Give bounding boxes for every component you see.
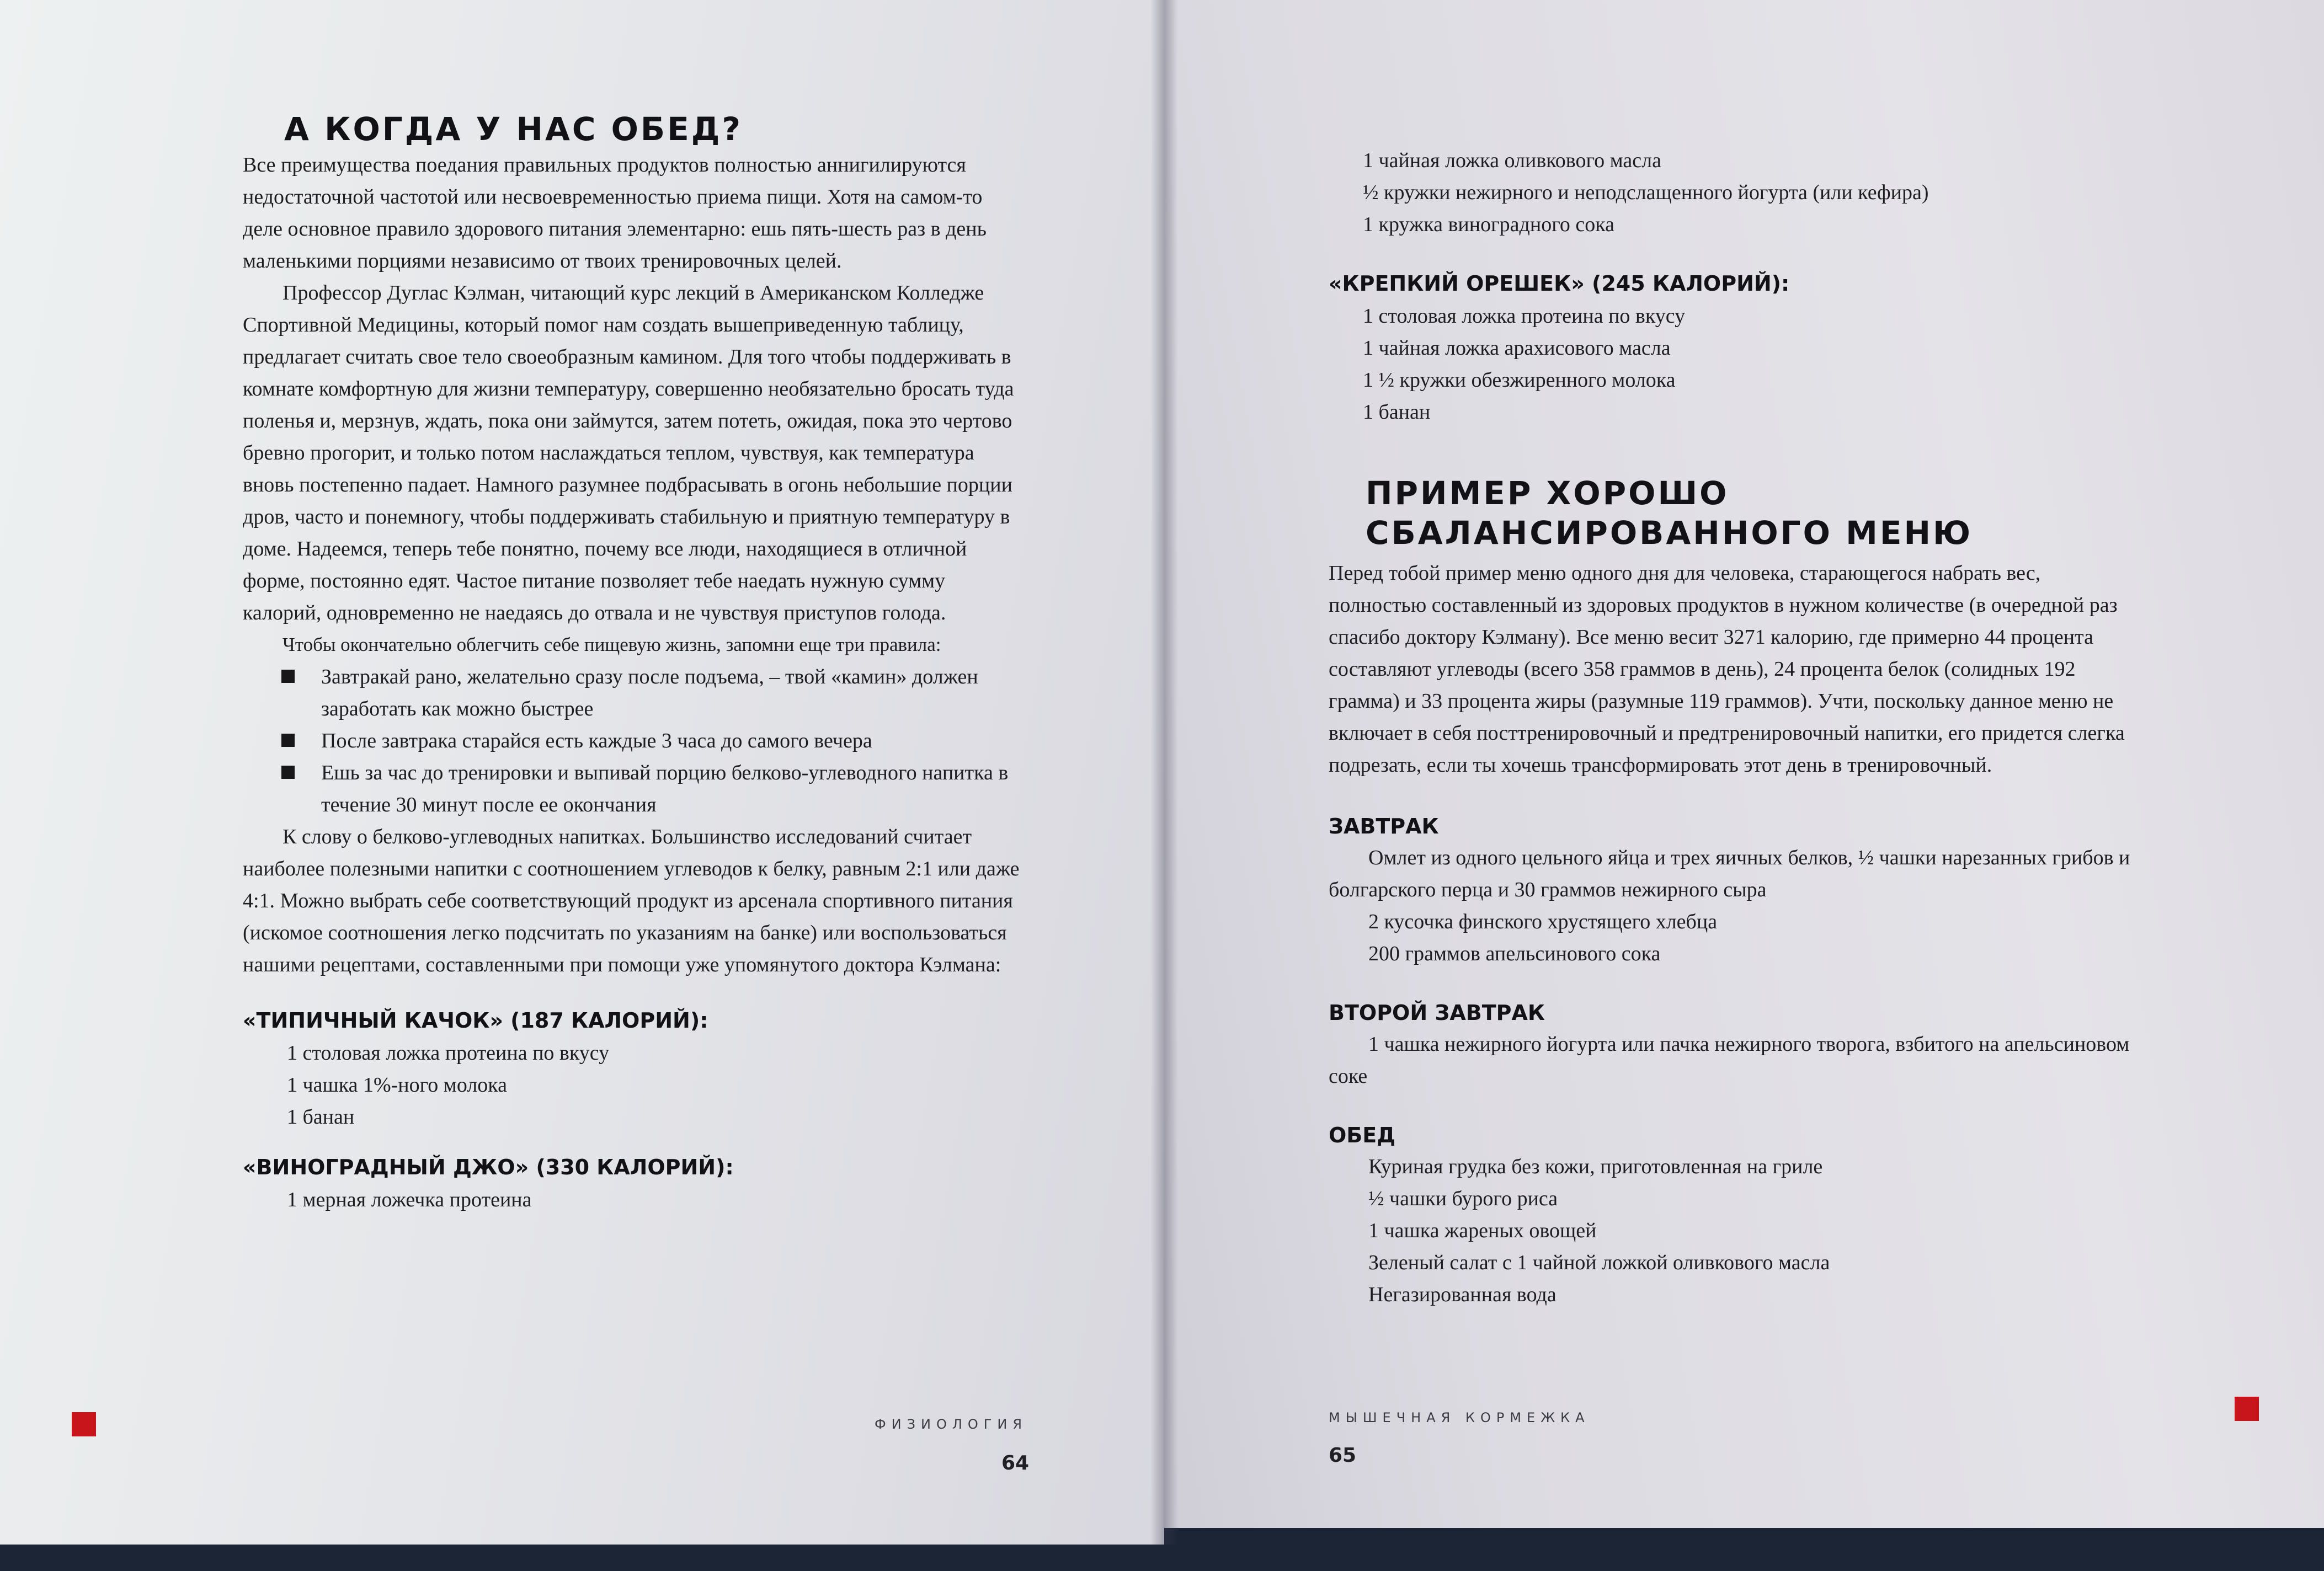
ingredient: 1 чайная ложка оливкового масла [1363, 149, 1661, 172]
meal-title-lunch: ОБЕД [1329, 1123, 1396, 1147]
section-label-left: ФИЗИОЛОГИЯ [875, 1417, 1028, 1432]
right-page [1164, 0, 2324, 1528]
second-breakfast-lead: 1 чашка нежирного йогурта или пачка нежирного творога, взбитого на апельсиновом соке [1329, 1033, 2130, 1088]
ingredient: 1 кружка виноградного сока [1363, 213, 1614, 236]
bullet-icon [281, 766, 295, 779]
rule-text: Завтракай рано, желательно сразу после подъема, – твой «камин» должен заработать как можно быстрее [321, 665, 978, 720]
paragraph-drinks: К слову о белково-углеводных напитках. Большинство исследований считает наиболее полезными напитки с соотношением углеводов к белку, равным 2:1 или даже 4:1. Можно выбрать себе соответствующий продукт из арсенала спортивного питания (искомое соотношения легко подсчитать по указаниям на банке) или воспользоваться нашими рецептами, составленными при помощи уже упомянутого доктора Кэлмана: [243, 825, 1020, 976]
ingredient: 1 чайная ложка арахисового масла [1363, 336, 1671, 360]
red-square-marker [72, 1412, 96, 1436]
breakfast-lead: Омлет из одного цельного яйца и трех яичных белков, ½ чашки нарезанных грибов и болгарского перца и 30 граммов нежирного сыра [1329, 846, 2130, 901]
left-page [0, 0, 1164, 1545]
rule-text: После завтрака старайся есть каждые 3 часа до самого вечера [321, 729, 872, 752]
ingredient: 1 чашка жареных овощей [1368, 1219, 1597, 1242]
ingredient: 1 столовая ложка протеина по вкусу [287, 1041, 610, 1065]
paragraph-menu-intro: Перед тобой пример меню одного дня для человека, старающегося набрать вес, полностью составленный из здоровых продуктов в нужном количестве (в очередной раз спасибо доктору Кэлману). Все меню весит 3271 калорию, где примерно 44 процента составляют углеводы (всего 358 граммов в день), 24 процента белок (солидных 192 грамма) и 33 процента жиры (разумные 119 граммов). Учти, поскольку данное меню не включает в себя посттренировочный и предтренировочный напитки, его придется слегка подрезать, если ты хочешь трансформировать этот день в тренировочный. [1329, 562, 2125, 777]
red-square-marker [2235, 1397, 2259, 1421]
paragraph-rules-lead: Чтобы окончательно облегчить себе пищевую жизнь, запомни еще три правила: [282, 634, 941, 655]
right-body [1329, 557, 2134, 1311]
left-title-block [284, 110, 1057, 148]
paragraph-fireplace: Профессор Дуглас Кэлман, читающий курс лекций в Американском Колледже Спортивной Медицины, который помог нам создать вышеприведенную таблицу, предлагает считать свое тело своеобразным камином. Для того чтобы поддерживать в комнате комфортную для жизни температуру, совершенно необязательно бросать туда поленья и, мерзнув, ждать, пока они займутся, затем потеть, ожидая, пока это чертово бревно прогорит, и только потом наслаждаться теплом, чувствуя, как температура вновь постепенно падает. Намного разумнее подбрасывать в огонь небольшие порции дров, часто и понемногу, чтобы поддерживать стабильную и приятную температуру в доме. Надеемся, теперь тебе понятно, почему все люди, находящиеся в отличной форме, постоянно едят. Частое питание позволяет тебе наедать нужную сумму калорий, одновременно не наедаясь до отвала и не чувствуя приступов голода. [243, 281, 1014, 624]
ingredient: ½ кружки нежирного и неподслащенного йогурта (или кефира) [1363, 181, 1929, 204]
ingredient: Зеленый салат с 1 чайной ложкой оливкового масла [1368, 1251, 1830, 1274]
bullet-icon [281, 670, 295, 683]
bullet-icon [281, 734, 295, 747]
ingredient: Куриная грудка без кожи, приготовленная на гриле [1368, 1155, 1823, 1178]
ingredient: 1 чашка 1%-ного молока [287, 1073, 508, 1097]
right-recipe-3 [1329, 271, 2267, 428]
recipe-title-typical: «ТИПИЧНЫЙ КАЧОК» (187 КАЛОРИЙ): [243, 1008, 708, 1033]
section-title-menu-line-1: ПРИМЕР ХОРОШО [1366, 474, 1729, 512]
ingredient: 1 банан [1363, 400, 1431, 424]
ingredient: Негазированная вода [1368, 1283, 1557, 1306]
book-gutter [1150, 0, 1178, 1545]
ingredient: 2 кусочка финского хрустящего хлебца [1368, 910, 1718, 933]
right-recipe-cont [1330, 145, 2268, 241]
ingredient: ½ чашки бурого риса [1368, 1187, 1558, 1210]
ingredient: 200 граммов апельсинового сока [1368, 942, 1661, 965]
ingredient: 1 банан [287, 1105, 355, 1129]
list-item [243, 661, 1026, 725]
page-number-right: 65 [1329, 1444, 1357, 1467]
meal-title-second-breakfast: ВТОРОЙ ЗАВТРАК [1329, 1001, 1545, 1025]
ingredient: 1 ½ кружки обезжиренного молока [1363, 368, 1676, 392]
rule-text: Ешь за час до тренировки и выпивай порцию белково-углеводного напитка в течение 30 минут после ее окончания [321, 761, 1009, 816]
recipe-title-nut: «КРЕПКИЙ ОРЕШЕК» (245 КАЛОРИЙ): [1329, 271, 1790, 296]
recipe-title-grape: «ВИНОГРАДНЫЙ ДЖО» (330 КАЛОРИЙ): [243, 1155, 734, 1179]
ingredient: 1 мерная ложечка протеина [287, 1188, 532, 1211]
section-title-menu-line-2: СБАЛАНСИРОВАННОГО МЕНЮ [1366, 514, 1973, 552]
paragraph-intro: Все преимущества поедания правильных продуктов полностью аннигилируются недостаточной частотой или несвоевременностью приема пищи. Хотя на самом-то деле основное правило здорового питания элементарно: ешь пять-шесть раз в день маленькими порциями независимо от твоих тренировочных целей. [243, 153, 987, 272]
rules-list [243, 661, 1026, 821]
list-item [243, 725, 1026, 757]
right-title-block [1366, 473, 2276, 553]
left-body [243, 149, 1026, 1216]
meal-title-breakfast: ЗАВТРАК [1329, 814, 1439, 838]
section-title-lunch-time: А КОГДА У НАС ОБЕД? [284, 110, 743, 148]
ingredient: 1 столовая ложка протеина по вкусу [1363, 304, 1686, 328]
page-number-left: 64 [1001, 1452, 1030, 1474]
section-label-right: МЫШЕЧНАЯ КОРМЕЖКА [1329, 1410, 1590, 1425]
list-item [243, 757, 1026, 821]
